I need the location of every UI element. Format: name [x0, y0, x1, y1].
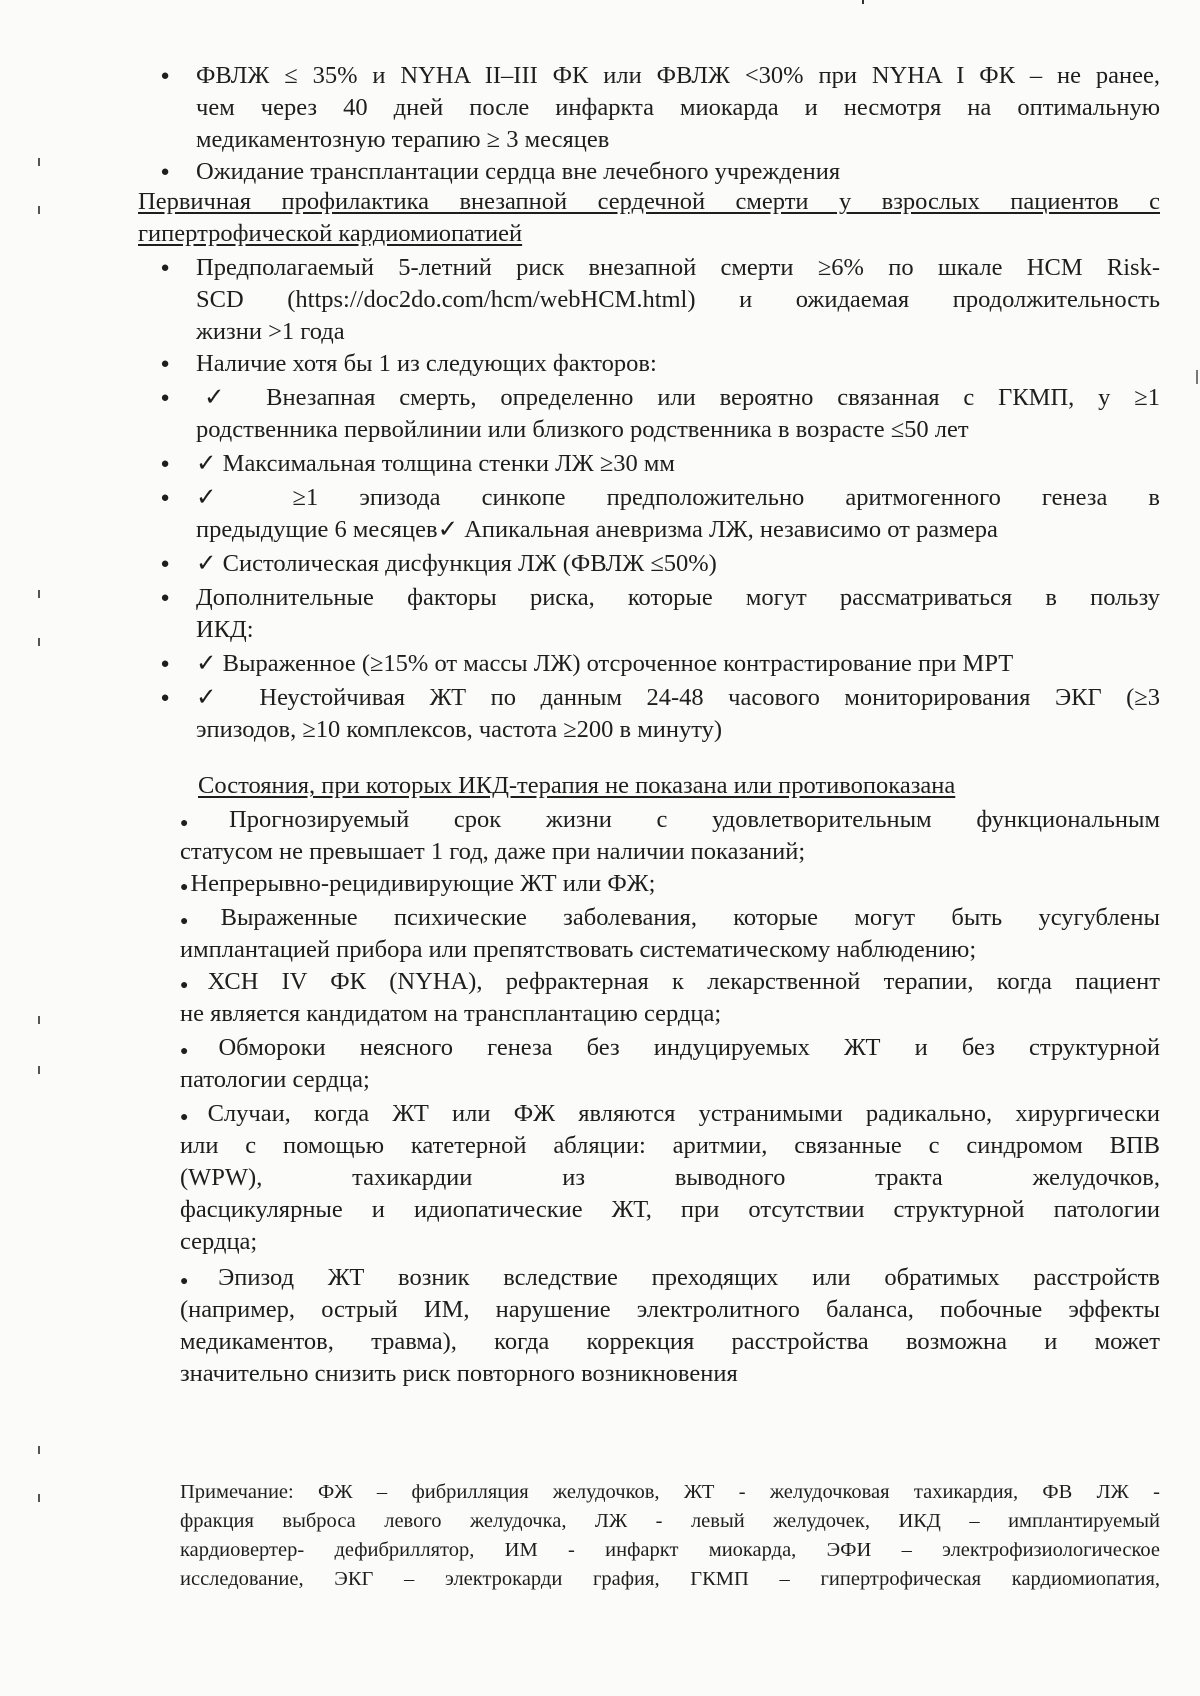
scan-mark [38, 638, 40, 646]
section-heading: Состояния, при которых ИКД-терапия не показана или противопоказана [198, 772, 956, 799]
list-item-text: ФВЛЖ ≤ 35% и NYHA II–III ФК или ФВЛЖ <30% при NYHA I ФК – не ранее, [196, 62, 1160, 89]
list-bullet: ● [180, 816, 228, 831]
list-item-text: сердца; [180, 1228, 258, 1255]
list-item-text: имплантацией прибора или препятствовать систематическому наблюдению; [180, 936, 977, 963]
list-item-text: медикаментозную терапию ≥ 3 месяцев [196, 126, 610, 153]
list-item-text: ●Обмороки неясного генеза без индуцируемых ЖТ и без структурной [180, 1034, 1160, 1061]
list-item-text: статусом не превышает 1 год, даже при наличии показаний; [180, 838, 806, 865]
scan-mark [862, 0, 864, 4]
list-bullet: ● [160, 690, 170, 706]
list-bullet: ● [160, 590, 170, 606]
scan-mark [38, 206, 40, 214]
list-bullet: ● [160, 656, 170, 672]
scan-mark [38, 1066, 40, 1074]
scan-mark [1196, 370, 1198, 384]
list-item-text: значительно снизить риск повторного возникновения [180, 1360, 738, 1387]
list-bullet: ● [160, 356, 170, 372]
scan-mark [38, 158, 40, 166]
list-item-text: Наличие хотя бы 1 из следующих факторов: [196, 350, 657, 377]
list-item-text: ✓ Систолическая дисфункция ЛЖ (ФВЛЖ ≤50%) [196, 550, 717, 577]
list-bullet: ● [160, 556, 170, 572]
list-item-text: ●Выраженные психические заболевания, которые могут быть усугублены [180, 904, 1160, 931]
footnote: исследование, ЭКГ – электрокарди графия, ГКМП – гипертрофическая кардиомиопатия, [180, 1568, 1160, 1590]
list-item-text: (например, острый ИМ, нарушение электролитного баланса, побочные эффекты [180, 1296, 1160, 1323]
list-bullet: ● [180, 880, 189, 895]
scan-mark [38, 1494, 40, 1502]
list-item-text: родственника первойлинии или близкого родственника в возрасте ≤50 лет [196, 416, 969, 443]
list-item-text: ИКД: [196, 616, 254, 643]
list-item-text: ✓ ≥1 эпизода синкопе предположительно аритмогенного генеза в [196, 484, 1160, 511]
scan-mark [38, 590, 40, 598]
list-bullet: ● [160, 164, 170, 180]
list-bullet: ● [160, 260, 170, 276]
footnote: фракция выброса левого желудочка, ЛЖ - левый желудочек, ИКД – имплантируемый [180, 1510, 1160, 1532]
list-bullet: ● [180, 978, 206, 993]
list-bullet: ● [180, 1274, 217, 1289]
list-item-text: ✓ Внезапная смерть, определенно или вероятно связанная с ГКМП, у ≥1 [204, 384, 1160, 411]
list-item-text: ✓ Неустойчивая ЖТ по данным 24-48 часового мониторирования ЭКГ (≥3 [196, 684, 1160, 711]
list-item-text: (WPW), тахикардии из выводного тракта желудочков, [180, 1164, 1160, 1191]
list-bullet: ● [180, 1110, 206, 1125]
list-item-text: Ожидание трансплантации сердца вне лечебного учреждения [196, 158, 841, 185]
list-item-text: медикаментов, травма), когда коррекция расстройства возможна и может [180, 1328, 1160, 1355]
list-item-text: ●Прогнозируемый срок жизни с удовлетворительным функциональным [180, 806, 1160, 833]
footnote: кардиовертер- дефибриллятор, ИМ - инфаркт миокарда, ЭФИ – электрофизиологическое [180, 1539, 1160, 1561]
list-item-text: Предполагаемый 5-летний риск внезапной смерти ≥6% по шкале HCM Risk- [196, 254, 1160, 281]
list-item-text: или с помощью катетерной абляции: аритмии, связанные с синдромом ВПВ [180, 1132, 1160, 1159]
scan-mark [38, 1016, 40, 1024]
list-bullet: ● [160, 390, 170, 406]
list-bullet: ● [180, 914, 219, 929]
list-item-text: предыдущие 6 месяцев✓ Апикальная аневризма ЛЖ, независимо от размера [196, 516, 998, 543]
list-item-text: жизни >1 года [196, 318, 345, 345]
list-item-text: ●Случаи, когда ЖТ или ФЖ являются устранимыми радикально, хирургически [180, 1100, 1160, 1127]
footnote: Примечание: ФЖ – фибрилляция желудочков, ЖТ - желудочковая тахикардия, ФВ ЛЖ - [180, 1481, 1160, 1503]
list-bullet: ● [160, 490, 170, 506]
list-item-text: Дополнительные факторы риска, которые могут рассматриваться в пользу [196, 584, 1160, 611]
scan-mark [38, 1446, 40, 1454]
section-heading: Первичная профилактика внезапной сердечной смерти у взрослых пациентов с [138, 188, 1160, 215]
list-item-text: не является кандидатом на трансплантацию сердца; [180, 1000, 722, 1027]
list-item-text: чем через 40 дней после инфаркта миокарда и несмотря на оптимальную [196, 94, 1160, 121]
list-item-text: ●Эпизод ЖТ возник вследствие преходящих или обратимых расстройств [180, 1264, 1160, 1291]
list-bullet: ● [180, 1044, 217, 1059]
list-item-text: фасцикулярные и идиопатические ЖТ, при отсутствии структурной патологии [180, 1196, 1160, 1223]
list-item-text: SCD (https://doc2do.com/hcm/webHCM.html) и ожидаемая продолжительность [196, 286, 1160, 313]
list-item-text: ✓ Выраженное (≥15% от массы ЛЖ) отсроченное контрастирование при МРТ [196, 650, 1014, 677]
section-heading: гипертрофической кардиомиопатией [138, 220, 523, 247]
list-item-text: эпизодов, ≥10 комплексов, частота ≥200 в минуту) [196, 716, 722, 743]
list-item-text: патологии сердца; [180, 1066, 370, 1093]
list-item-text: ✓ Максимальная толщина стенки ЛЖ ≥30 мм [196, 450, 675, 477]
list-item-text: ●Непрерывно-рецидивирующие ЖТ или ФЖ; [180, 870, 656, 897]
list-bullet: ● [160, 68, 170, 84]
list-bullet: ● [160, 456, 170, 472]
list-item-text: ●ХСН IV ФК (NYHA), рефрактерная к лекарственной терапии, когда пациент [180, 968, 1160, 995]
